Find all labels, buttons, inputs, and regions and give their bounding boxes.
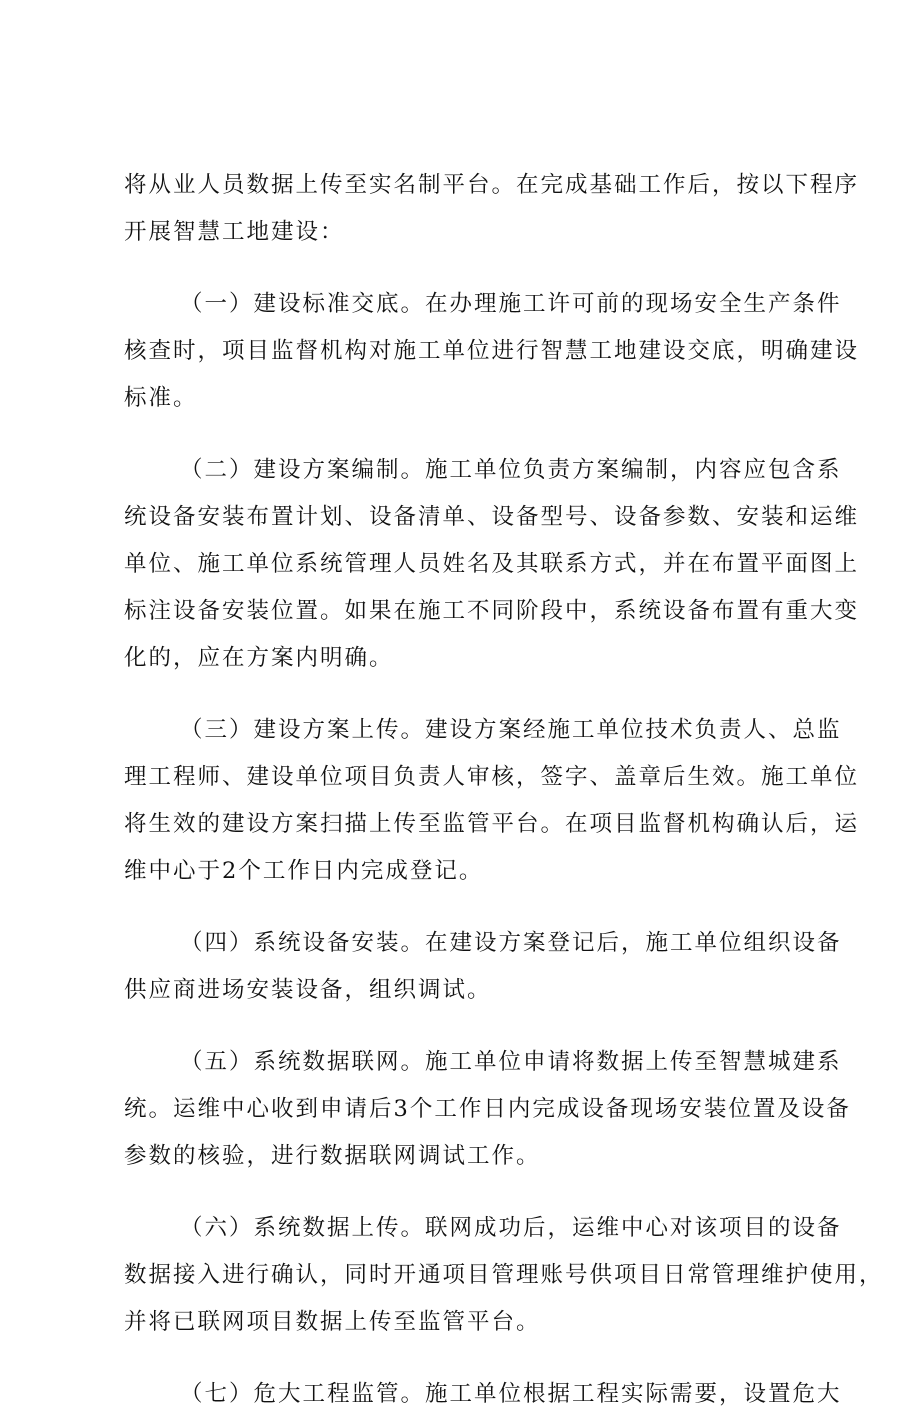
text-line: 标注设备安装位置。如果在施工不同阶段中，系统设备布置有重大变 <box>124 598 860 624</box>
paragraph-item-4 <box>124 920 842 1014</box>
text-line: 统。运维中心收到申请后3个工作日内完成设备现场安装位置及设备 <box>124 1096 851 1122</box>
text-line: 开展智慧工地建设： <box>124 219 345 245</box>
text-line: （四）系统设备安装。在建设方案登记后，施工单位组织设备 <box>180 930 842 956</box>
paragraph-item-2 <box>124 447 860 682</box>
text-line: （七）危大工程监管。施工单位根据工程实际需要，设置危大 <box>180 1381 842 1407</box>
text-line: （六）系统数据上传。联网成功后，运维中心对该项目的设备 <box>180 1215 842 1241</box>
paragraph-item-1 <box>124 281 860 422</box>
paragraph-item-6 <box>124 1205 884 1346</box>
paragraph-item-3 <box>124 707 860 895</box>
text-line: 维中心于2个工作日内完成登记。 <box>124 858 484 884</box>
text-line: （三）建设方案上传。建设方案经施工单位技术负责人、总监 <box>180 717 842 743</box>
paragraph-item-5 <box>124 1039 851 1180</box>
text-line: 参数的核验，进行数据联网调试工作。 <box>124 1143 541 1169</box>
text-line: （一）建设标准交底。在办理施工许可前的现场安全生产条件 <box>180 291 842 317</box>
text-line: 并将已联网项目数据上传至监管平台。 <box>124 1309 541 1335</box>
text-line: 将从业人员数据上传至实名制平台。在完成基础工作后，按以下程序 <box>124 172 860 198</box>
paragraph-item-7 <box>124 1371 842 1418</box>
text-line: （五）系统数据联网。施工单位申请将数据上传至智慧城建系 <box>180 1049 842 1075</box>
text-line: 化的，应在方案内明确。 <box>124 645 394 671</box>
text-line: 将生效的建设方案扫描上传至监管平台。在项目监督机构确认后，运 <box>124 811 860 837</box>
text-line: 标准。 <box>124 385 198 411</box>
text-line: 理工程师、建设单位项目负责人审核，签字、盖章后生效。施工单位 <box>124 764 860 790</box>
text-line: 供应商进场安装设备，组织调试。 <box>124 977 492 1003</box>
text-line: 核查时，项目监督机构对施工单位进行智慧工地建设交底，明确建设 <box>124 338 860 364</box>
text-line: 统设备安装布置计划、设备清单、设备型号、设备参数、安装和运维 <box>124 504 860 530</box>
text-line: 数据接入进行确认，同时开通项目管理账号供项目日常管理维护使用， <box>124 1262 884 1288</box>
paragraph-intro <box>124 162 860 256</box>
body-text <box>124 162 884 1418</box>
text-line: 单位、施工单位系统管理人员姓名及其联系方式，并在布置平面图上 <box>124 551 860 577</box>
text-line: （二）建设方案编制。施工单位负责方案编制，内容应包含系 <box>180 457 842 483</box>
